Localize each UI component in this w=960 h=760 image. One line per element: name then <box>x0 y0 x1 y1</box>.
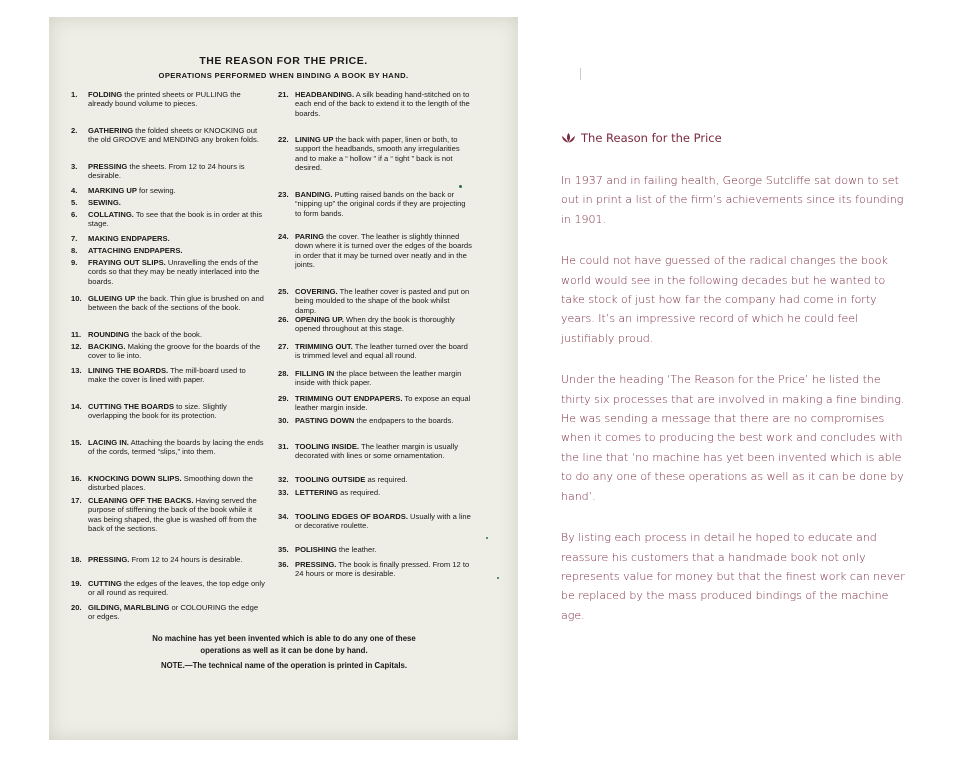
operation-text <box>295 342 472 361</box>
operation-text <box>88 555 265 564</box>
operation-number: 35. <box>278 545 289 554</box>
operation-description: Putting raised bands on the back or “nipping up” the original cords if they are projecting to form bands. <box>295 190 466 218</box>
operation-description: A silk beading hand-stitched on to each end of the back to extend it to the length of the boards. <box>295 90 470 118</box>
operation-number: 1. <box>71 90 78 99</box>
operation-name: GATHERING <box>88 126 133 135</box>
operation-description: the back. Thin glue is brushed on and between the back of the sections of the book. <box>88 294 264 313</box>
operation-description: to size. Slightly overlapping the book for its protection. <box>88 402 227 421</box>
footer-line-1: No machine has yet been invented which is able to do any one of these <box>152 634 416 643</box>
operation-text <box>295 90 472 118</box>
operation-number: 7. <box>71 234 78 243</box>
operation-text <box>88 294 265 313</box>
operation-name: OPENING UP. <box>295 315 344 324</box>
operation-text <box>88 438 265 457</box>
operation-text <box>295 475 472 484</box>
operation-text <box>295 315 472 334</box>
operation-item <box>278 342 472 361</box>
operation-item <box>278 416 472 425</box>
operation-name: CUTTING <box>88 579 122 588</box>
operation-text <box>295 488 472 497</box>
operation-description: The mill-board used to make the cover is lined with paper. <box>88 366 246 385</box>
operation-item <box>71 330 265 339</box>
operation-name: GILDING, MARLBLING <box>88 603 170 612</box>
operation-number: 17. <box>71 496 82 505</box>
operation-number: 13. <box>71 366 82 375</box>
operation-name: GLUEING UP <box>88 294 136 303</box>
operation-description: To expose an equal leather margin inside. <box>295 394 471 413</box>
operation-item <box>278 369 472 388</box>
operation-text <box>88 126 265 145</box>
operation-item <box>278 90 472 118</box>
operation-number: 25. <box>278 287 289 296</box>
operation-item <box>71 438 265 457</box>
operation-name: LETTERING <box>295 488 339 497</box>
operation-description: the folded sheets or KNOCKING out the old GROOVE and MENDING any broken folds. <box>88 126 259 145</box>
operation-description: When dry the book is thoroughly opened throughout at this stage. <box>295 315 455 334</box>
operation-text <box>88 210 265 229</box>
operation-text <box>88 603 265 622</box>
operation-item <box>71 294 265 313</box>
operation-description: the printed sheets or PULLING the already bound volume to pieces. <box>88 90 241 109</box>
operation-description: From 12 to 24 hours is desirable. <box>129 555 243 564</box>
article-paragraph-1: In 1937 and in failing health, George Sutcliffe sat down to set out in print a list of the firm’s achievements since its founding in 1901. <box>561 174 904 226</box>
operation-number: 15. <box>71 438 82 447</box>
footer-line-2: operations as well as it can be done by hand. <box>200 645 368 655</box>
operation-name: KNOCKING DOWN SLIPS. <box>88 474 182 483</box>
operation-number: 9. <box>71 258 78 267</box>
operation-text <box>88 258 265 286</box>
operation-number: 24. <box>278 232 289 241</box>
operation-item <box>278 232 472 270</box>
operation-item <box>278 394 472 413</box>
operation-number: 20. <box>71 603 82 612</box>
operation-number: 21. <box>278 90 289 99</box>
operation-text <box>295 545 472 554</box>
operation-text <box>295 442 472 461</box>
document-subtitle: OPERATIONS PERFORMED WHEN BINDING A BOOK BY HAND. <box>158 71 409 80</box>
operation-item <box>71 579 265 598</box>
operation-description: The leather turned over the board is trimmed level and equal all round. <box>295 342 468 361</box>
operation-description: the leather. <box>336 545 377 554</box>
operation-item <box>71 603 265 622</box>
operation-name: CUTTING THE BOARDS <box>88 402 175 411</box>
operation-description: Making the groove for the boards of the cover to lie into. <box>88 342 261 361</box>
operation-item <box>71 186 265 195</box>
operation-text <box>295 232 472 270</box>
operation-name: SEWING. <box>88 198 121 207</box>
operation-item <box>278 545 472 554</box>
operation-name: COVERING. <box>295 287 338 296</box>
operation-item <box>278 488 472 497</box>
operation-name: FRAYING OUT SLIPS. <box>88 258 166 267</box>
operation-name: PRESSING <box>88 162 128 171</box>
operation-number: 32. <box>278 475 289 484</box>
operation-text <box>295 369 472 388</box>
operation-item <box>278 135 472 173</box>
operation-item <box>71 198 265 207</box>
operation-item <box>71 258 265 286</box>
operation-name: ROUNDING <box>88 330 130 339</box>
document-note: NOTE.—The technical name of the operation is printed in Capitals. <box>160 661 408 670</box>
operation-name: FOLDING <box>88 90 123 99</box>
document-footer <box>79 633 489 656</box>
operation-number: 29. <box>278 394 289 403</box>
operation-description: or COLOURING the edge or edges. <box>88 603 259 622</box>
operation-number: 22. <box>278 135 289 144</box>
operation-text <box>88 330 265 339</box>
operation-number: 10. <box>71 294 82 303</box>
operation-text <box>295 190 472 218</box>
operation-name: BACKING. <box>88 342 126 351</box>
article-heading <box>561 130 911 146</box>
operation-item <box>278 512 472 531</box>
operation-text <box>88 579 265 598</box>
article-paragraph-2: He could not have guessed of the radical changes the book world would see in the following decades but he wanted to take stock of just how far the company had come in forty years. It’s an impressive record of which he could feel justifiably proud. <box>561 254 888 345</box>
operation-text <box>295 287 472 315</box>
operation-name: TRIMMING OUT ENDPAPERS. <box>295 394 403 403</box>
operation-number: 11. <box>71 330 82 339</box>
operation-description: the back with paper, linen or both, to support the headbands, smooth any irregularities and to make a “ hollow ” if a “ tight ” back is not desired. <box>295 135 460 173</box>
article-heading-text: The Reason for the Price <box>581 131 722 145</box>
operation-text <box>88 496 265 534</box>
operation-name: PARING <box>295 232 324 241</box>
operation-number: 23. <box>278 190 289 199</box>
operation-number: 4. <box>71 186 78 195</box>
operation-item <box>278 315 472 334</box>
operation-name: CLEANING OFF THE BACKS. <box>88 496 194 505</box>
operation-item <box>71 162 265 181</box>
operation-number: 14. <box>71 402 82 411</box>
operation-number: 30. <box>278 416 289 425</box>
operation-number: 36. <box>278 560 289 569</box>
operation-name: COLLATING. <box>88 210 134 219</box>
operation-text <box>88 162 265 181</box>
operation-number: 6. <box>71 210 78 219</box>
operation-text <box>88 402 265 421</box>
operation-description: as required. <box>338 488 381 497</box>
operation-description: Smoothing down the disturbed places. <box>88 474 254 493</box>
operation-item <box>71 90 265 109</box>
operation-description: the cover. The leather is slightly thinned down where it is turned over the edges of the boards in order that it may be turned over neatly and in the joints. <box>295 232 472 270</box>
operation-item <box>71 126 265 145</box>
operation-name: FILLING IN <box>295 369 335 378</box>
operation-number: 33. <box>278 488 289 497</box>
operation-text <box>295 560 472 579</box>
operation-item <box>278 442 472 461</box>
operation-description: To see that the book is in order at this stage. <box>88 210 263 229</box>
operation-name: PRESSING. <box>295 560 337 569</box>
ink-speck <box>459 185 462 188</box>
operation-description: The book is finally pressed. From 12 to 24 hours or more is desirable. <box>295 560 470 579</box>
operation-text <box>88 90 265 109</box>
article-paragraph-3: Under the heading ‘The Reason for the Price’ he listed the thirty six processes that are involved in making a fine binding. He was sending a message that there are no compromises when it comes to producing the best work and concludes with the line that ‘no machine has yet been invented which is able to do any one of these operations as well as it can be done by hand’. <box>561 373 905 503</box>
operation-text <box>88 246 265 255</box>
operation-item <box>278 190 472 218</box>
ink-speck <box>486 537 488 539</box>
operation-text <box>295 135 472 173</box>
operation-number: 5. <box>71 198 78 207</box>
operation-item <box>278 287 472 315</box>
operation-item <box>71 555 265 564</box>
operation-name: PRESSING. <box>88 555 130 564</box>
operation-item <box>71 342 265 361</box>
operation-description: The leather margin is usually decorated with lines or some ornamentation. <box>295 442 459 461</box>
operation-name: ATTACHING ENDPAPERS. <box>88 246 183 255</box>
operation-name: POLISHING <box>295 545 337 554</box>
operation-text <box>88 186 265 195</box>
operation-number: 31. <box>278 442 289 451</box>
operation-number: 34. <box>278 512 289 521</box>
operation-description: Having served the purpose of stiffening the back of the book while it was being shaped, the glue is washed off from the back of the sections. <box>88 496 257 534</box>
operation-item <box>71 402 265 421</box>
article <box>561 130 911 625</box>
operation-number: 16. <box>71 474 82 483</box>
operation-text <box>88 366 265 385</box>
operation-item <box>71 496 265 534</box>
operation-description: the endpapers to the boards. <box>354 416 454 425</box>
operation-item <box>71 210 265 229</box>
lotus-icon <box>561 132 576 144</box>
operation-text <box>88 234 265 243</box>
operation-name: TOOLING INSIDE. <box>295 442 359 451</box>
operation-description: for sewing. <box>136 186 176 195</box>
operation-item <box>71 366 265 385</box>
operation-text <box>88 198 265 207</box>
operation-number: 27. <box>278 342 289 351</box>
operation-number: 2. <box>71 126 78 135</box>
operation-description: Usually with a line or decorative roulette. <box>295 512 471 531</box>
operation-number: 28. <box>278 369 289 378</box>
operation-description: as required. <box>365 475 408 484</box>
operation-name: BANDING. <box>295 190 333 199</box>
operation-name: PASTING DOWN <box>295 416 355 425</box>
operation-description: the place between the leather margin inside with thick paper. <box>295 369 462 388</box>
operation-item <box>71 474 265 493</box>
operation-name: MAKING ENDPAPERS. <box>88 234 170 243</box>
operation-name: HEADBANDING. <box>295 90 355 99</box>
operation-description: the edges of the leaves, the top edge only or all round as required. <box>88 579 265 598</box>
operation-name: MARKING UP <box>88 186 137 195</box>
operation-item <box>71 246 265 255</box>
article-paragraph-4: By listing each process in detail he hoped to educate and reassure his customers that a handmade book not only represents value for money but that the finest work can never be replaced by the mass produced bindings of the machine age. <box>561 531 905 622</box>
operation-item <box>71 234 265 243</box>
operation-description: the back of the book. <box>129 330 202 339</box>
operation-name: TOOLING OUTSIDE <box>295 475 366 484</box>
operation-description: Unravelling the ends of the cords so that they may be neatly interlaced into the boards. <box>88 258 260 286</box>
operation-text <box>295 394 472 413</box>
operation-number: 19. <box>71 579 82 588</box>
operation-item <box>278 475 472 484</box>
operation-text <box>88 342 265 361</box>
operation-number: 3. <box>71 162 78 171</box>
operation-number: 12. <box>71 342 82 351</box>
operation-text <box>295 512 472 531</box>
operation-number: 18. <box>71 555 82 564</box>
operation-description: the sheets. From 12 to 24 hours is desirable. <box>88 162 245 181</box>
operation-name: LACING IN. <box>88 438 129 447</box>
operation-number: 26. <box>278 315 289 324</box>
operation-name: TRIMMING OUT. <box>295 342 353 351</box>
scanned-price-list <box>49 17 518 740</box>
operation-text <box>295 416 472 425</box>
operation-name: LINING UP <box>295 135 334 144</box>
operation-item <box>278 560 472 579</box>
operation-description: Attaching the boards by lacing the ends of the cords, termed “slips,” into them. <box>88 438 264 457</box>
operation-name: TOOLING EDGES OF BOARDS. <box>295 512 408 521</box>
operation-text <box>88 474 265 493</box>
operation-name: LINING THE BOARDS. <box>88 366 169 375</box>
divider-mark <box>580 68 581 80</box>
operation-number: 8. <box>71 246 78 255</box>
document-title: THE REASON FOR THE PRICE. <box>199 55 368 67</box>
ink-speck <box>497 577 499 579</box>
operation-description: The leather cover is pasted and put on being moulded to the shape of the book whilst damp. <box>295 287 470 315</box>
